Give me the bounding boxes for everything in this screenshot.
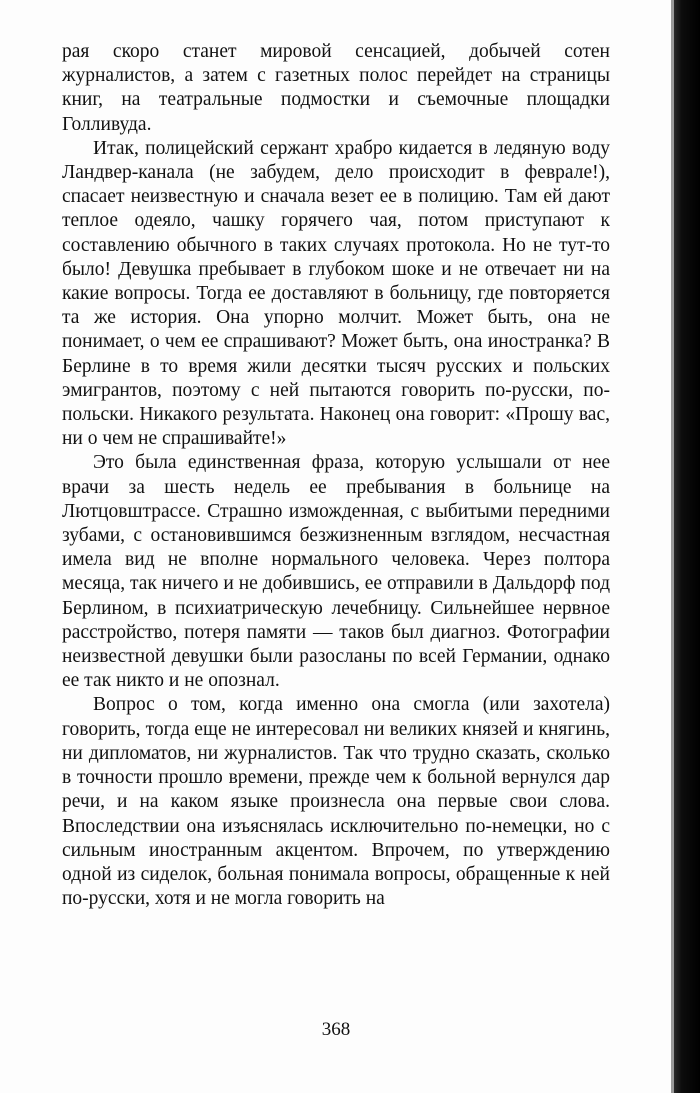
page-number: 368 [321, 1019, 351, 1040]
page-body [62, 40, 610, 911]
paragraph-continued: рая скоро станет мировой сенсацией, добычей сотен журналистов, а затем с газетных полос перейдет на страницы книг, на театральные подмостки и съемочные площадки Голливуда. [62, 41, 610, 135]
paragraph: Вопрос о том, когда именно она смогла (или захотела) говорить, тогда еще не интересовал ни великих князей и княгинь, ни дипломатов, ни журналистов. Так что трудно сказать, сколько в точности прошло времени, прежде чем к больной вернулся дар речи, и на каком языке произнесла она первые свои слова. Впоследствии она изъяснялась исключительно по-немецки, но с сильным иностранным акцентом. Впрочем, по утверждению одной из сиделок, больная понимала вопросы, обращенные к ней по-русски, хотя и не могла говорить на [62, 694, 610, 910]
paragraph: Итак, полицейский сержант храбро кидается в ледяную воду Ландвер-канала (не забудем, дело происходит в феврале!), спасает неизвестную и сначала везет ее в полицию. Там ей дают теплое одеяло, чашку горячего чая, потом приступают к составлению обычного в таких случаях протокола. Но не тут-то было! Девушка пребывает в глубоком шоке и не отвечает ни на какие вопросы. Тогда ее доставляют в больницу, где повторяется та же история. Она упорно молчит. Может быть, она не понимает, о чем ее спрашивают? Может быть, она иностранка? В Берлине в то время жили десятки тысяч русских и польских эмигрантов, поэтому с ней пытаются говорить по-русски, по-польски. Никакого результата. Наконец она говорит: «Прошу вас, ни о чем не спрашивайте!» [62, 137, 610, 450]
paragraph: Это была единственная фраза, которую услышали от нее врачи за шесть недель ее пребывания в больнице на Лютцовштрассе. Страшно изможденная, с выбитыми передними зубами, с остановившимся безжизненным взглядом, несчастная имела вид не вполне нормального человека. Через полтора месяца, так ничего и не добившись, ее отправили в Дальдорф под Берлином, в психиатрическую лечебницу. Сильнейшее нервное расстройство, потеря памяти — таков был диагноз. Фотографии неизвестной девушки были разосланы по всей Германии, однако ее так никто и не опознал. [62, 452, 610, 692]
book-spine-shadow [674, 0, 700, 1093]
